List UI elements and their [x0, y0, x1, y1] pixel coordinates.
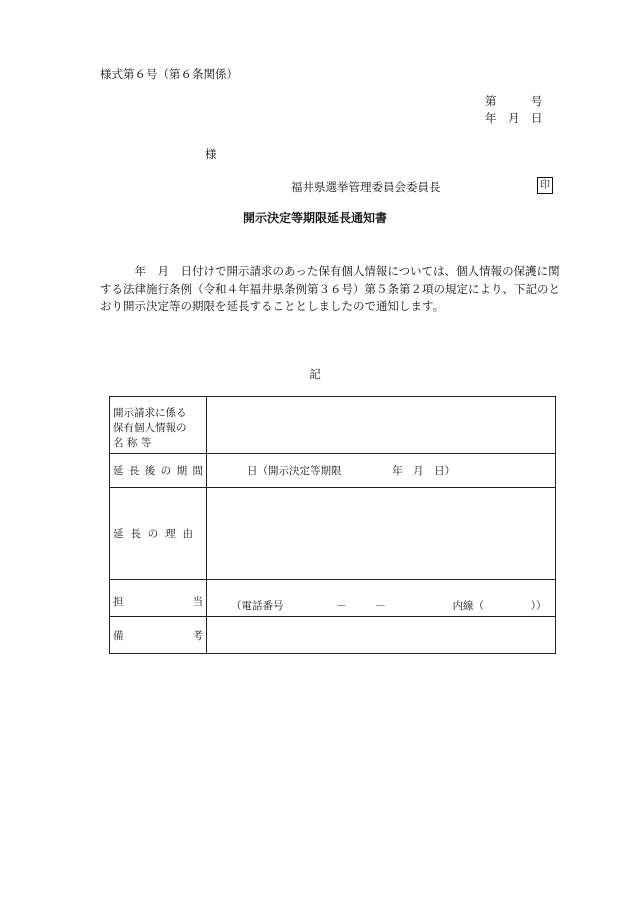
value-contact[interactable] [207, 580, 556, 617]
label-char: 考 [192, 629, 203, 642]
value-reason[interactable] [207, 488, 556, 580]
label-char: 長 [130, 528, 141, 540]
notice-body: 年 月 日付けで開示請求のあった保有個人情報については、個人情報の保護に関する法律施行条例（令和４年福井県条例第３６号）第５条第２項の規定により、下記のとおり開示決定等の期限を延長することとしましたので通知します。 [100, 264, 560, 313]
label-char: 担 [113, 596, 124, 608]
label-char: 理 [165, 528, 176, 540]
label-char: 延 [113, 465, 124, 477]
table-row-remarks [110, 617, 556, 654]
label-char: の [147, 528, 159, 540]
sender-name: 福井県選挙管理委員会委員長 [291, 180, 441, 194]
label-line-3 [113, 435, 203, 450]
table-row-extended-period [110, 454, 556, 488]
phone-dash-2: － [375, 599, 386, 612]
label-info-name [110, 397, 207, 454]
table-row-reason [110, 488, 556, 580]
phone-label: （電話番号 [231, 599, 284, 612]
label-chars [113, 526, 203, 541]
period-day-text: 日（開示決定等期限 [247, 465, 342, 477]
extension-close: ）） [530, 599, 547, 612]
table-row-contact [110, 580, 556, 617]
value-extended-period[interactable] [207, 454, 556, 488]
label-char: 延 [113, 528, 124, 540]
label-chars [113, 463, 203, 478]
notice-table [109, 396, 556, 654]
period-date-text: 年 月 日） [392, 465, 456, 477]
label-char: 備 [113, 629, 124, 642]
extension-label: 内線（ [452, 599, 485, 612]
label-extended-period [110, 454, 207, 488]
label-chars [113, 628, 203, 643]
document-date-label: 年 月 日 [485, 111, 543, 125]
value-remarks[interactable] [207, 617, 556, 654]
form-number: 様式第６号（第６条関係） [100, 67, 238, 81]
label-reason [110, 488, 207, 580]
label-char: 間 [192, 465, 203, 477]
label-char: 当 [192, 596, 203, 608]
page-title: 開示決定等期限延長通知書 [242, 211, 387, 225]
label-char: の [160, 465, 172, 477]
addressee-suffix: 様 [205, 147, 217, 161]
phone-dash-1: － [336, 599, 347, 612]
ki-heading: 記 [309, 367, 321, 381]
label-chars [113, 594, 203, 609]
label-line-1: 開示請求に係る [113, 407, 187, 419]
value-info-name[interactable] [207, 397, 556, 454]
label-char: 期 [176, 465, 188, 477]
document-number-label: 第 号 [485, 94, 543, 108]
seal-mark: 印 [537, 177, 553, 194]
label-char: 等 [140, 437, 152, 449]
label-char: 後 [144, 465, 156, 477]
label-char: 名 [113, 437, 124, 449]
label-char: 由 [182, 528, 193, 540]
label-remarks [110, 617, 207, 654]
label-char: 称 [126, 437, 138, 449]
label-line-2: 保有個人情報の [113, 422, 187, 434]
label-char: 長 [128, 465, 140, 477]
label-contact [110, 580, 207, 617]
table-row-info-name [110, 397, 556, 454]
